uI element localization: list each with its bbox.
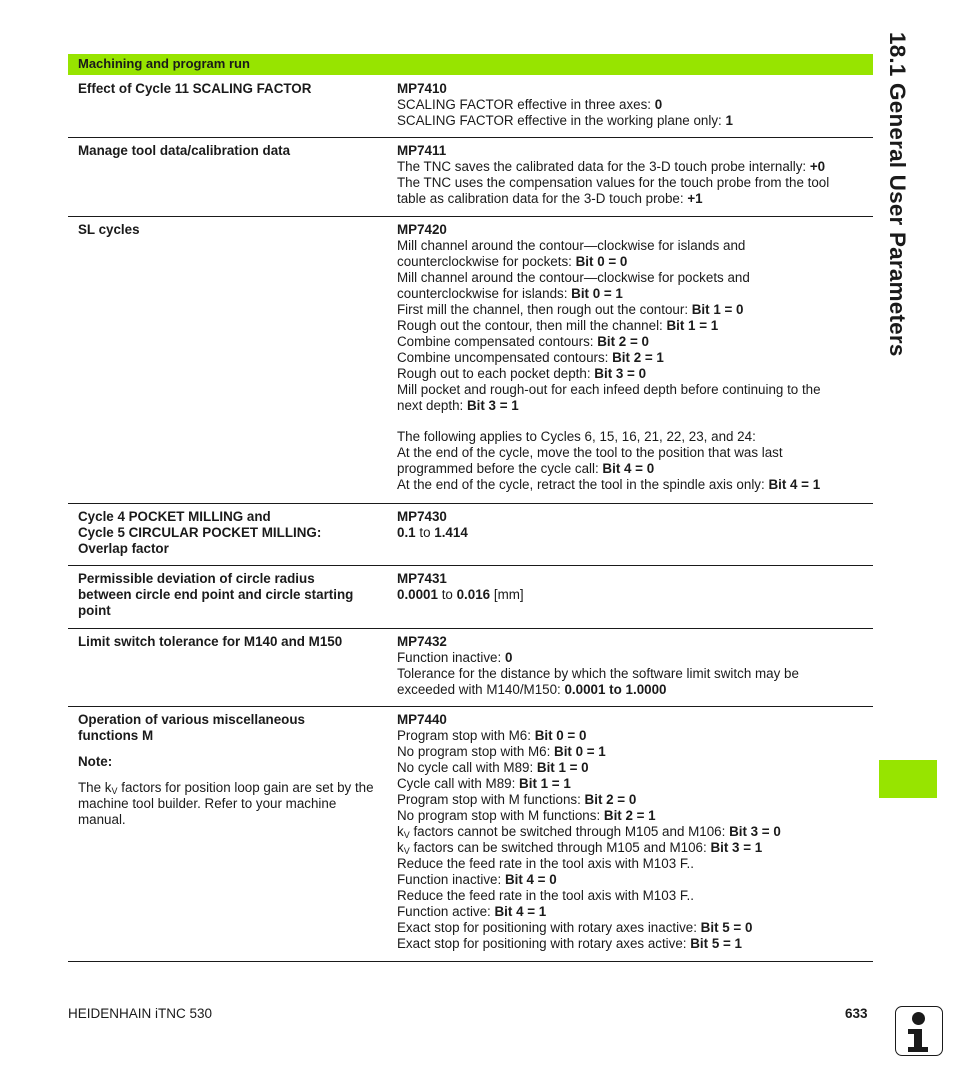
value-line: The TNC saves the calibrated data for the 3-D touch probe internally: +0 xyxy=(397,159,826,174)
value-line: No program stop with M6: Bit 0 = 1 xyxy=(397,744,606,759)
value-line: First mill the channel, then rough out the contour: Bit 1 = 0 xyxy=(397,302,744,317)
param-row-mp7420 xyxy=(68,217,873,504)
value-line: The following applies to Cycles 6, 15, 16, 21, 22, 23, and 24: xyxy=(397,429,756,444)
value-line: The TNC uses the compensation values for the touch probe from the tool xyxy=(397,175,830,190)
param-row-mp7432 xyxy=(68,629,873,707)
param-row-mp7430 xyxy=(68,504,873,566)
param-values xyxy=(397,222,869,493)
param-label: Effect of Cycle 11 SCALING FACTOR xyxy=(78,81,312,96)
value-line: Program stop with M functions: Bit 2 = 0 xyxy=(397,792,637,807)
value-line: counterclockwise for islands: Bit 0 = 1 xyxy=(397,286,623,301)
param-label: Permissible deviation of circle radius between circle end point and circle starting point xyxy=(78,571,354,618)
value-line: No cycle call with M89: Bit 1 = 0 xyxy=(397,760,589,775)
param-values xyxy=(397,571,869,603)
param-values xyxy=(397,143,869,207)
footer-product: HEIDENHAIN iTNC 530 xyxy=(68,1006,213,1021)
value-line: counterclockwise for pockets: Bit 0 = 0 xyxy=(397,254,628,269)
value-line: Mill channel around the contour—clockwise for pockets and xyxy=(397,270,750,285)
note-text: The $k_V$ factors for position loop gain are set by the machine tool builder. Refer to your machine manual. xyxy=(78,780,374,827)
value-line: $k_V$ factors can be switched through M105 and M106: Bit 3 = 1 xyxy=(397,840,763,856)
section-header: Machining and program run xyxy=(68,54,873,75)
param-label: Limit switch tolerance for M140 and M150 xyxy=(78,634,343,649)
value-line: Rough out to each pocket depth: Bit 3 = 0 xyxy=(397,366,647,381)
param-label: Manage tool data/calibration data xyxy=(78,143,291,158)
info-icon xyxy=(895,1006,943,1056)
value-line: Mill pocket and rough-out for each infeed depth before continuing to the xyxy=(397,382,821,397)
param-id: MP7420 xyxy=(397,222,447,237)
param-label: Cycle 4 POCKET MILLING and Cycle 5 CIRCULAR POCKET MILLING: Overlap factor xyxy=(78,509,322,556)
value-line: table as calibration data for the 3-D touch probe: +1 xyxy=(397,191,703,206)
param-id: MP7410 xyxy=(397,81,447,96)
param-id: MP7440 xyxy=(397,712,447,727)
param-row-mp7431 xyxy=(68,566,873,629)
value-line: Rough out the contour, then mill the channel: Bit 1 = 1 xyxy=(397,318,719,333)
value-line: Tolerance for the distance by which the software limit switch may be xyxy=(397,666,799,681)
chapter-tab xyxy=(879,760,937,798)
value-line: Reduce the feed rate in the tool axis with M103 F.. xyxy=(397,888,694,903)
param-values xyxy=(397,509,869,541)
value-line: SCALING FACTOR effective in the working plane only: 1 xyxy=(397,113,733,128)
param-label: Operation of various miscellaneous functions M Note: The $k_V$ factors for position loop gain are set by the machine tool builder. Refer to your machine manual. xyxy=(78,712,383,828)
value-line: Combine compensated contours: Bit 2 = 0 xyxy=(397,334,649,349)
value-line: Function inactive: Bit 4 = 0 xyxy=(397,872,557,887)
value-line: No program stop with M functions: Bit 2 = 1 xyxy=(397,808,656,823)
value-line: next depth: Bit 3 = 1 xyxy=(397,398,519,413)
param-id: MP7411 xyxy=(397,143,447,158)
param-label: SL cycles xyxy=(78,222,140,237)
value-range: 0.1 to 1.414 xyxy=(397,525,468,540)
value-line: programmed before the cycle call: Bit 4 = 0 xyxy=(397,461,655,476)
param-id: MP7431 xyxy=(397,571,447,586)
param-row-mp7440 xyxy=(68,707,873,962)
value-line: At the end of the cycle, move the tool to the position that was last xyxy=(397,445,783,460)
value-line: SCALING FACTOR effective in three axes: 0 xyxy=(397,97,663,112)
page-number: 633 xyxy=(845,1006,868,1021)
chapter-side-title: 18.1 General User Parameters xyxy=(885,32,910,357)
value-line: Program stop with M6: Bit 0 = 0 xyxy=(397,728,587,743)
value-line: $k_V$ factors cannot be switched through M105 and M106: Bit 3 = 0 xyxy=(397,824,781,840)
value-line: exceeded with M140/M150: 0.0001 to 1.0000 xyxy=(397,682,667,697)
param-values xyxy=(397,712,869,952)
param-values xyxy=(397,81,869,129)
param-id: MP7432 xyxy=(397,634,447,649)
param-row-mp7411 xyxy=(68,138,873,217)
value-line: Combine uncompensated contours: Bit 2 = 1 xyxy=(397,350,664,365)
value-line: Cycle call with M89: Bit 1 = 1 xyxy=(397,776,571,791)
param-row-mp7410 xyxy=(68,80,873,138)
value-line: Exact stop for positioning with rotary axes inactive: Bit 5 = 0 xyxy=(397,920,753,935)
note-heading: Note: xyxy=(78,754,113,769)
value-line: Function active: Bit 4 = 1 xyxy=(397,904,547,919)
param-values xyxy=(397,634,869,698)
value-line: Mill channel around the contour—clockwise for islands and xyxy=(397,238,746,253)
param-id: MP7430 xyxy=(397,509,447,524)
value-line: Reduce the feed rate in the tool axis with M103 F.. xyxy=(397,856,694,871)
value-range: 0.0001 to 0.016 [mm] xyxy=(397,587,524,602)
value-line: Function inactive: 0 xyxy=(397,650,513,665)
value-line: Exact stop for positioning with rotary axes active: Bit 5 = 1 xyxy=(397,936,742,951)
value-line: At the end of the cycle, retract the tool in the spindle axis only: Bit 4 = 1 xyxy=(397,477,821,492)
